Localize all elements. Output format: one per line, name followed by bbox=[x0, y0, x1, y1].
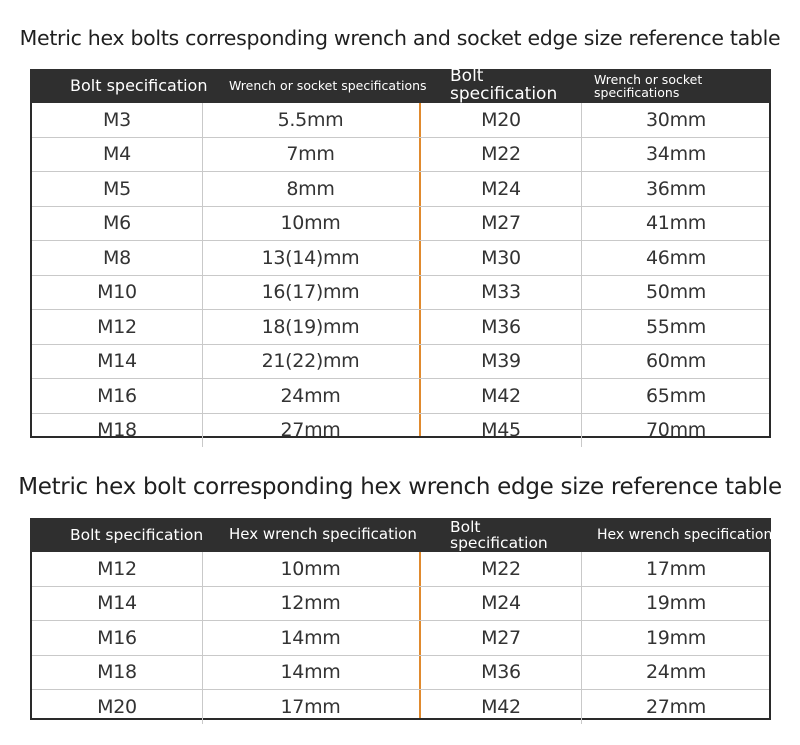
bolt-spec-cell: M24 bbox=[421, 172, 582, 206]
wrench-size-cell: 24mm bbox=[646, 661, 706, 684]
wrench-size-cell: 55mm bbox=[646, 315, 706, 338]
bolt-spec-cell: M6 bbox=[32, 207, 203, 241]
bolt-spec-cell: M16 bbox=[32, 621, 203, 655]
bolt-spec-cell: M20 bbox=[421, 103, 582, 137]
bolt-spec-cell: M36 bbox=[421, 656, 582, 690]
wrench-size-cell: 10mm bbox=[280, 557, 341, 580]
table1-title: Metric hex bolts corresponding wrench and socket edge size reference table bbox=[19, 26, 781, 50]
bolt-spec-cell: M30 bbox=[421, 241, 582, 275]
wrench-size-cell: 50mm bbox=[646, 281, 706, 304]
bolt-spec-cell: M8 bbox=[32, 241, 203, 275]
table-row bbox=[32, 378, 769, 413]
table-row bbox=[32, 620, 769, 655]
bolt-spec-cell: M3 bbox=[32, 103, 203, 137]
table-row bbox=[32, 309, 769, 344]
bolt-spec-cell: M24 bbox=[421, 587, 582, 621]
bolt-spec-cell: M5 bbox=[32, 172, 203, 206]
table-row bbox=[32, 552, 769, 586]
wrench-size-cell: 19mm bbox=[646, 592, 706, 615]
wrench-size-cell: 30mm bbox=[646, 108, 706, 131]
wrench-size-cell: 7mm bbox=[286, 143, 335, 166]
wrench-size-cell: 18(19)mm bbox=[261, 315, 360, 338]
wrench-size-cell: 17mm bbox=[280, 695, 341, 718]
wrench-size-cell: 14mm bbox=[280, 661, 341, 684]
table2-header-hex-wrench-spec-2: Hex wrench specification bbox=[597, 526, 773, 543]
table1-header-bolt-spec-2: Bolt specification bbox=[450, 66, 558, 104]
bolt-spec-cell: M18 bbox=[32, 656, 203, 690]
table-row bbox=[32, 586, 769, 621]
bolt-spec-cell: M36 bbox=[421, 310, 582, 344]
wrench-size-cell: 27mm bbox=[280, 419, 341, 442]
table-row bbox=[32, 103, 769, 137]
bolt-spec-cell: M27 bbox=[421, 207, 582, 241]
bolt-spec-cell: M16 bbox=[32, 379, 203, 413]
wrench-size-cell: 36mm bbox=[646, 177, 706, 200]
table1-header-wrench-socket-spec: Wrench or socket specifications bbox=[229, 78, 427, 94]
wrench-size-cell: 10mm bbox=[280, 212, 341, 235]
wrench-size-cell: 19mm bbox=[646, 626, 706, 649]
table2-header-hex-wrench-spec: Hex wrench specification bbox=[229, 525, 417, 544]
wrench-size-cell: 17mm bbox=[646, 557, 706, 580]
bolt-spec-cell: M14 bbox=[32, 345, 203, 379]
wrench-size-cell: 24mm bbox=[280, 384, 341, 407]
table-row bbox=[32, 413, 769, 448]
wrench-size-cell: 12mm bbox=[280, 592, 341, 615]
table1-header-bolt-spec: Bolt specification bbox=[70, 75, 208, 95]
wrench-size-cell: 14mm bbox=[280, 626, 341, 649]
bolt-spec-cell: M39 bbox=[421, 345, 582, 379]
bolt-spec-cell: M22 bbox=[421, 138, 582, 172]
bolt-spec-cell: M4 bbox=[32, 138, 203, 172]
bolt-spec-cell: M42 bbox=[421, 690, 582, 724]
table-row bbox=[32, 689, 769, 724]
bolt-spec-cell: M42 bbox=[421, 379, 582, 413]
table-row bbox=[32, 655, 769, 690]
wrench-size-cell: 8mm bbox=[286, 177, 335, 200]
wrench-size-cell: 46mm bbox=[646, 246, 706, 269]
table-row bbox=[32, 206, 769, 241]
table1-header-wrench-socket-spec-2: Wrench or socket specifications bbox=[594, 71, 703, 100]
wrench-size-cell: 65mm bbox=[646, 384, 706, 407]
bolt-spec-cell: M22 bbox=[421, 552, 582, 586]
wrench-size-cell: 16(17)mm bbox=[261, 281, 360, 304]
bolt-spec-cell: M10 bbox=[32, 276, 203, 310]
wrench-size-cell: 21(22)mm bbox=[261, 350, 360, 373]
bolt-spec-cell: M12 bbox=[32, 310, 203, 344]
bolt-spec-cell: M20 bbox=[32, 690, 203, 724]
wrench-size-cell: 27mm bbox=[646, 695, 706, 718]
table-row bbox=[32, 275, 769, 310]
table-row bbox=[32, 171, 769, 206]
bolt-spec-cell: M18 bbox=[32, 414, 203, 448]
wrench-socket-size-table bbox=[30, 66, 771, 442]
wrench-size-cell: 13(14)mm bbox=[261, 246, 360, 269]
wrench-size-cell: 70mm bbox=[646, 419, 706, 442]
table2-header-bolt-spec-2: Bolt specification bbox=[450, 517, 548, 552]
bolt-spec-cell: M12 bbox=[32, 552, 203, 586]
table-row bbox=[32, 137, 769, 172]
wrench-size-cell: 41mm bbox=[646, 212, 706, 235]
wrench-size-cell: 60mm bbox=[646, 350, 706, 373]
table1-header-row bbox=[30, 66, 771, 104]
table-row bbox=[32, 240, 769, 275]
bolt-spec-cell: M45 bbox=[421, 414, 582, 448]
table2-header-bolt-spec: Bolt specification bbox=[70, 525, 204, 544]
wrench-size-cell: 34mm bbox=[646, 143, 706, 166]
hex-wrench-size-table bbox=[30, 518, 771, 720]
table2-header-row bbox=[30, 518, 771, 552]
bolt-spec-cell: M33 bbox=[421, 276, 582, 310]
bolt-spec-cell: M27 bbox=[421, 621, 582, 655]
table-row bbox=[32, 344, 769, 379]
bolt-spec-cell: M14 bbox=[32, 587, 203, 621]
wrench-size-cell: 5.5mm bbox=[277, 108, 344, 131]
table2-title: Metric hex bolt corresponding hex wrench edge size reference table bbox=[18, 474, 782, 500]
